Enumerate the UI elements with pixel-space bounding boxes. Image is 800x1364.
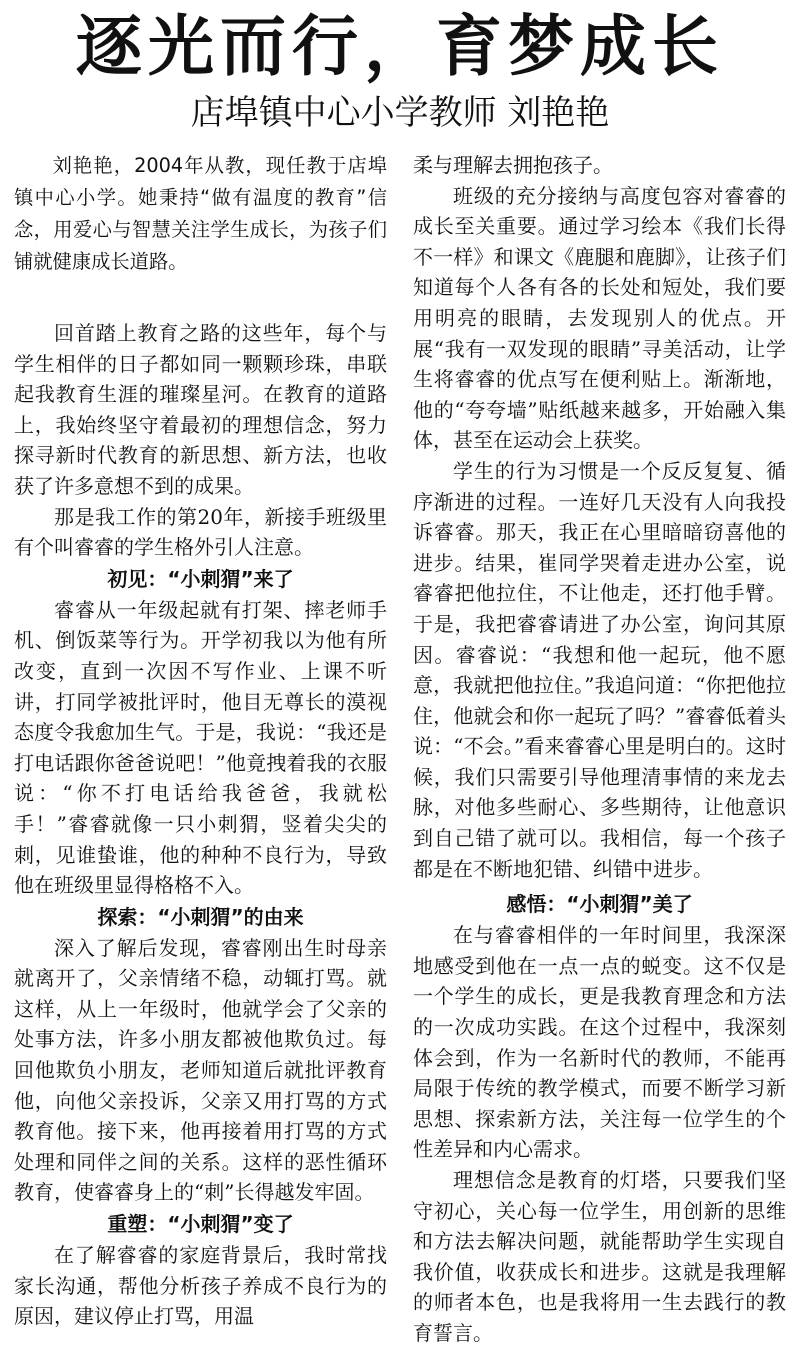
article-column-right [413,150,786,1360]
body-paragraph: 班级的充分接纳与高度包容对睿睿的成长至关重要。通过学习绘本《我们长得不一样》和课文《鹿腿和鹿脚》，让孩子们知道每个人各有各的长处和短处，我们要用明亮的眼睛，去发现别人的优点。开展“我有一双发现的眼睛”寻美活动，让学生将睿睿的优点写在便利贴上。渐渐地，他的“夸夸墙”贴纸越来越多，开始融入集体，甚至在运动会上获奖。 [413,183,786,453]
body-paragraph: 学生的行为习惯是一个反反复复、循序渐进的过程。一连好几天没有人向我投诉睿睿。那天，我正在心里暗暗窃喜他的进步。结果，崔同学哭着走进办公室，说睿睿把他拉住，不让他走，还打他手臂。于是，我把睿睿请进了办公室，询问其原因。睿睿说：“我想和他一起玩，他不愿意，我就把他拉住。”我追问道：“你把他拉住，他就会和你一起玩了吗？”睿睿低着头说：“不会。”看来睿睿心里是明白的。这时候，我们只需要引导他理清事情的来龙去脉，对他多些耐心、多些期待，让他意识到自己错了就可以。我相信，每一个孩子都是在不断地犯错、纠错中进步。 [413,458,786,881]
body-paragraph: 那是我工作的第20年，新接手班级里有个叫睿睿的学生格外引人注意。 [14,504,387,560]
body-paragraph: 深入了解后发现，睿睿刚出生时母亲就离开了，父亲情绪不稳，动辄打骂。就这样，从上一年级时，他就学会了父亲的处事方法，许多小朋友都被他欺负过。每回他欺负小朋友，老师知道后就批评教育他，向他父亲投诉，父亲又用打骂的方式教育他。接下来，他再接着用打骂的方式处理和同伴之间的关系。这样的恶性循环教育，使睿睿身上的“刺”长得越发牢固。 [14,935,387,1205]
body-paragraph: 睿睿从一年级起就有打架、摔老师手机、倒饭菜等行为。开学初我以为他有所改变，直到一次因不写作业、上课不听讲，打同学被批评时，他目无尊长的漠视态度令我愈加生气。于是，我说：“我还是打电话跟你爸爸说吧！”他竟拽着我的衣服说：“你不打电话给我爸爸，我就松手！”睿睿就像一只小刺猬，竖着尖尖的刺，见谁蛰谁，他的种种不良行为，导致他在班级里显得格格不入。 [14,597,387,898]
body-paragraph: 在与睿睿相伴的一年时间里，我深深地感受到他在一点一点的蜕变。这不仅是一个学生的成长，更是我教育理念和方法的一次成功实践。在这个过程中，我深刻体会到，作为一名新时代的教师，不能再局限于传统的教学模式，而要不断学习新思想、探索新方法，关注每一位学生的个性差异和内心需求。 [413,923,786,1162]
body-paragraph: 回首踏上教育之路的这些年，每个与学生相伴的日子都如同一颗颗珍珠，串联起我教育生涯的璀璨星河。在教育的道路上，我始终坚守着最初的理想信念，努力探寻新时代教育的新思想、新方法，也收获了许多意想不到的成果。 [14,321,387,498]
author-intro: 刘艳艳，2004年从教，现任教于店埠镇中心小学。她秉持“做有温度的教育”信念，用爱心与智慧关注学生成长，为孩子们铺就健康成长道路。 [14,154,387,273]
article-column-left [14,150,387,1360]
section-heading-reflection: 感悟：“小刺猬”美了 [506,892,693,917]
article-byline: 店埠镇中心小学教师 刘艳艳 [190,93,610,133]
section-heading-reshaping: 重塑：“小刺猬”变了 [107,1212,294,1237]
section-heading-first-meeting: 初见：“小刺猬”来了 [107,566,294,591]
body-paragraph: 在了解睿睿的家庭背景后，我时常找家长沟通，帮他分析孩子养成不良行为的原因，建议停止打骂，用温 [14,1243,387,1329]
section-heading-exploration: 探索：“小刺猬”的由来 [97,904,304,929]
body-paragraph-continued: 柔与理解去拥抱孩子。 [413,153,613,177]
body-paragraph: 理想信念是教育的灯塔，只要我们坚守初心，关心每一位学生，用创新的思维和方法去解决问题，就能帮助学生实现自我价值，收获成长和进步。这就是我理解的师者本色，也是我将用一生去践行的教育誓言。 [413,1168,786,1345]
article-title: 逐光而行，育梦成长 [76,8,724,85]
